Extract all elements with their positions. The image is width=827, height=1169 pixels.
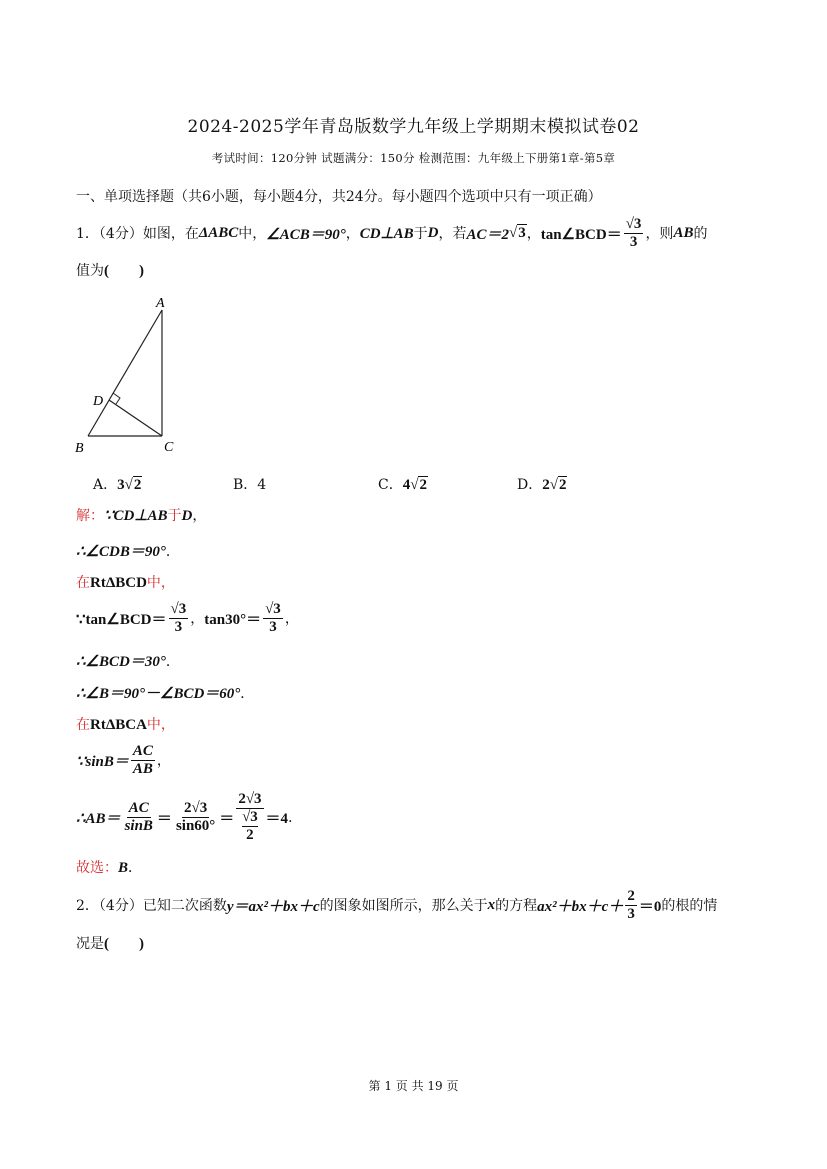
q1-point-d: D	[427, 224, 439, 241]
q2-paren: ( )	[104, 936, 144, 952]
solution-line-5: ∴∠BCD＝30°．	[76, 654, 180, 670]
question-1-line-1	[76, 215, 708, 250]
q1-perp: CD⊥AB	[359, 225, 414, 242]
solution-line-7: 在RtΔBCA中，	[76, 717, 175, 733]
q1-sqrt: √3	[509, 224, 526, 241]
solution-line-4: ∵tan∠BCD＝ $\frac{√3}{3}$ ， tan30°＝ $\frac{√3}{3}$ ，	[76, 600, 299, 635]
solution-line-9: ∴AB＝ $\frac{AC}{\sin B}$ ＝ $\frac{2√3}{\sin 60^\circ}$ ＝ 2√3 √3 2 ＝4 ．	[76, 790, 303, 843]
triangle-figure	[70, 292, 190, 457]
q1-paren: ( )	[104, 263, 144, 279]
q1-ac: AC＝2	[466, 226, 509, 243]
q1-ab: AB	[673, 224, 694, 241]
exam-info: 考试时间：120分钟 试题满分：150分 检测范围：九年级上下册第1章-第5章	[211, 151, 616, 165]
page-title: 2024-2025学年青岛版数学九年级上学期期末模拟试卷02	[187, 117, 640, 137]
q1-tan: tan∠BCD＝	[540, 226, 622, 243]
right-angle-mark	[113, 393, 120, 404]
question-2-line-2: 况是( )	[76, 936, 144, 952]
question-1-line-2: 值为( )	[76, 263, 144, 279]
q1-angle: ∠ACB＝90°	[266, 226, 346, 243]
option-d[interactable]: D．2√2	[517, 477, 567, 493]
q1-triangle: ΔABC	[198, 224, 239, 241]
section-heading: 一、单项选择题（共6小题，每小题4分，共24分。每小题四个选项中只有一项正确）	[76, 189, 602, 205]
segment-cd	[109, 400, 162, 436]
option-c[interactable]: C．4√2	[378, 477, 427, 493]
option-a[interactable]: A．3√2	[93, 477, 142, 493]
label-a: A	[156, 296, 165, 311]
q1-text: ，	[345, 226, 360, 242]
q1-text: 中，	[238, 226, 267, 242]
solution-line-8: ∵sinB＝ $\frac{AC}{AB}$ ，	[76, 742, 171, 777]
side-ab	[88, 310, 162, 436]
q1-text: ，若	[438, 226, 467, 242]
solution-line-6: ∴∠B＝90°－∠BCD＝60°．	[76, 686, 255, 702]
q1-text: 的	[693, 226, 708, 242]
q1-text: ，则	[645, 226, 674, 242]
solution-line-3: 在RtΔBCD中，	[76, 575, 175, 591]
q1-text: 于	[413, 226, 428, 242]
label-b: B	[75, 441, 84, 456]
q1-number: 1．（4分）如图，在	[76, 226, 199, 242]
solution-answer: 故选：B．	[76, 860, 143, 876]
solution-line-1: 解：∵CD⊥AB于D，	[76, 508, 207, 524]
q1-fraction: $\frac{√3}{3}$	[625, 215, 642, 250]
option-b[interactable]: B．4	[233, 477, 267, 493]
question-2-line-1: 2．（4分）已知二次函数 y＝ax²＋bx＋c 的图象如图所示，那么关于 x 的方程 ax²＋bx＋c＋ $\frac{2}{3}$ ＝0 的根的情	[76, 887, 718, 922]
page-footer: 第 1 页 共 19 页	[368, 1079, 459, 1093]
label-d: D	[93, 394, 104, 409]
q1-text: ，	[526, 226, 541, 242]
label-c: C	[164, 440, 174, 455]
solution-line-2: ∴∠CDB＝90°．	[76, 544, 180, 560]
